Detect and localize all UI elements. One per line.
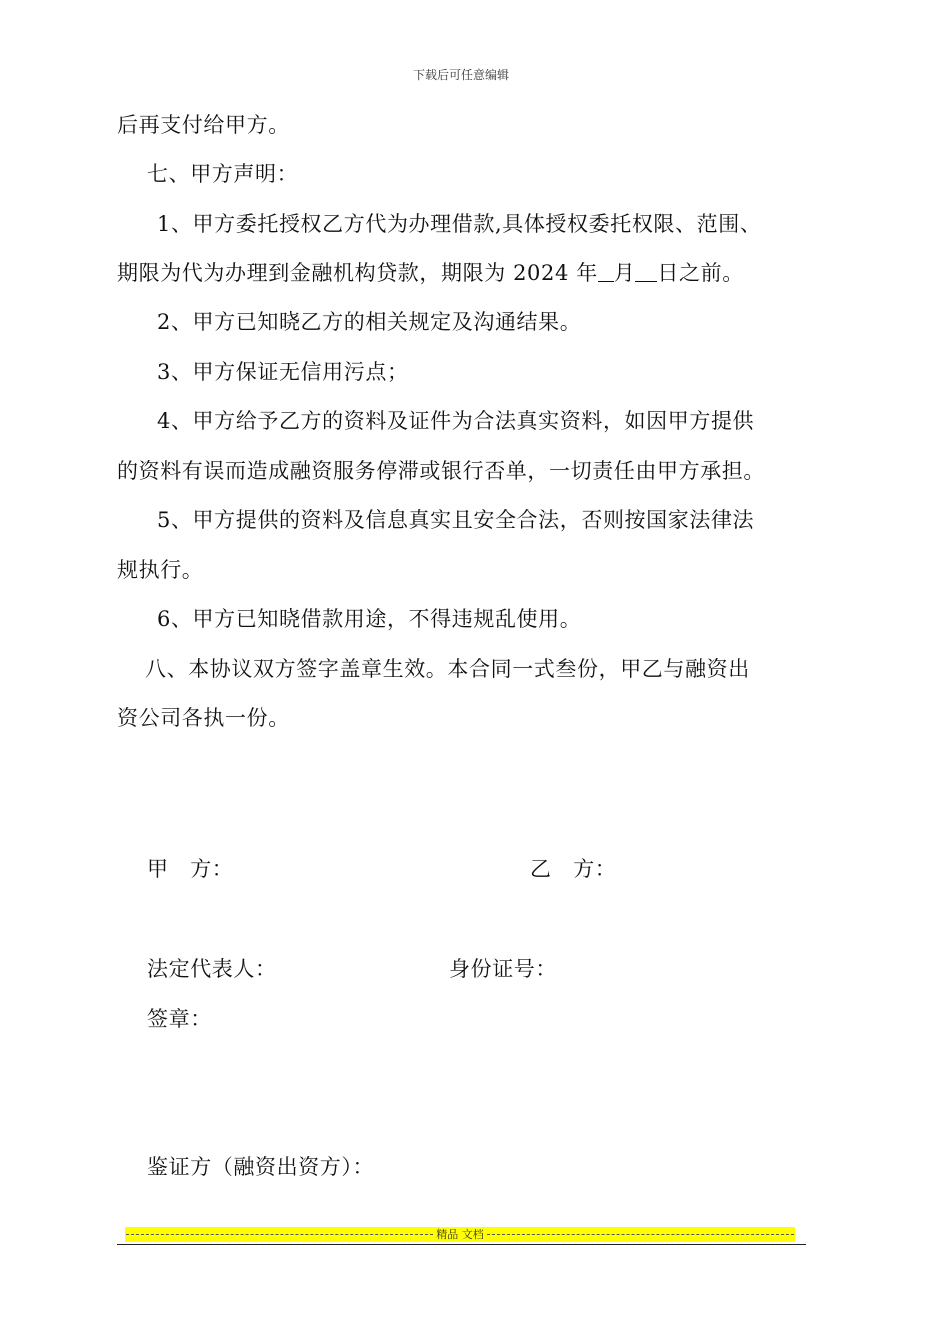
paragraph-line: 5、甲方提供的资料及信息真实且安全合法，否则按国家法律法 — [157, 508, 755, 532]
footer-dash-right — [487, 1234, 794, 1235]
seal-label: 签章： — [147, 1007, 212, 1031]
blank-day — [635, 261, 657, 282]
footer-text: 精品 文档 — [436, 1228, 484, 1241]
footer-dash-left — [126, 1234, 433, 1235]
paragraph-line: 的资料有误而造成融资服务停滞或银行否单，一切责任由甲方承担。 — [117, 459, 765, 483]
paragraph-line — [117, 259, 744, 287]
section-heading: 八、本协议双方签字盖章生效。本合同一式叁份，甲乙与融资出 — [145, 657, 750, 681]
id-number-label: 身份证号： — [449, 957, 557, 981]
witness-label: 鉴证方（融资出资方）： — [147, 1155, 375, 1179]
footer-band — [125, 1227, 795, 1242]
paragraph-line: 4、甲方给予乙方的资料及证件为合法真实资料，如因甲方提供 — [157, 409, 755, 433]
paragraph-line: 规执行。 — [117, 558, 204, 582]
legal-rep-label: 法定代表人： — [147, 957, 277, 981]
blank-month — [598, 261, 614, 282]
line-text: 期限为代为办理到金融机构贷款，期限为 2024 年 — [117, 261, 598, 285]
paragraph-line: 6、甲方已知晓借款用途，不得违规乱使用。 — [157, 607, 582, 631]
line-text: 日之前。 — [657, 261, 744, 285]
line-text: 月 — [613, 261, 636, 285]
section-heading: 七、甲方声明： — [147, 162, 299, 186]
footer-rule — [117, 1244, 806, 1245]
paragraph-line: 2、甲方已知晓乙方的相关规定及沟通结果。 — [157, 310, 582, 334]
party-b-label: 乙 方： — [530, 857, 617, 881]
paragraph-line: 3、甲方保证无信用污点； — [157, 360, 409, 384]
paragraph-line: 后再支付给甲方。 — [117, 113, 290, 137]
party-a-label: 甲 方： — [147, 857, 234, 881]
paragraph-line: 资公司各执一份。 — [117, 706, 290, 730]
page-header: 下载后可任意编辑 — [412, 68, 509, 82]
paragraph-line: 1、甲方委托授权乙方代为办理借款,具体授权委托权限、范围、 — [157, 212, 762, 236]
